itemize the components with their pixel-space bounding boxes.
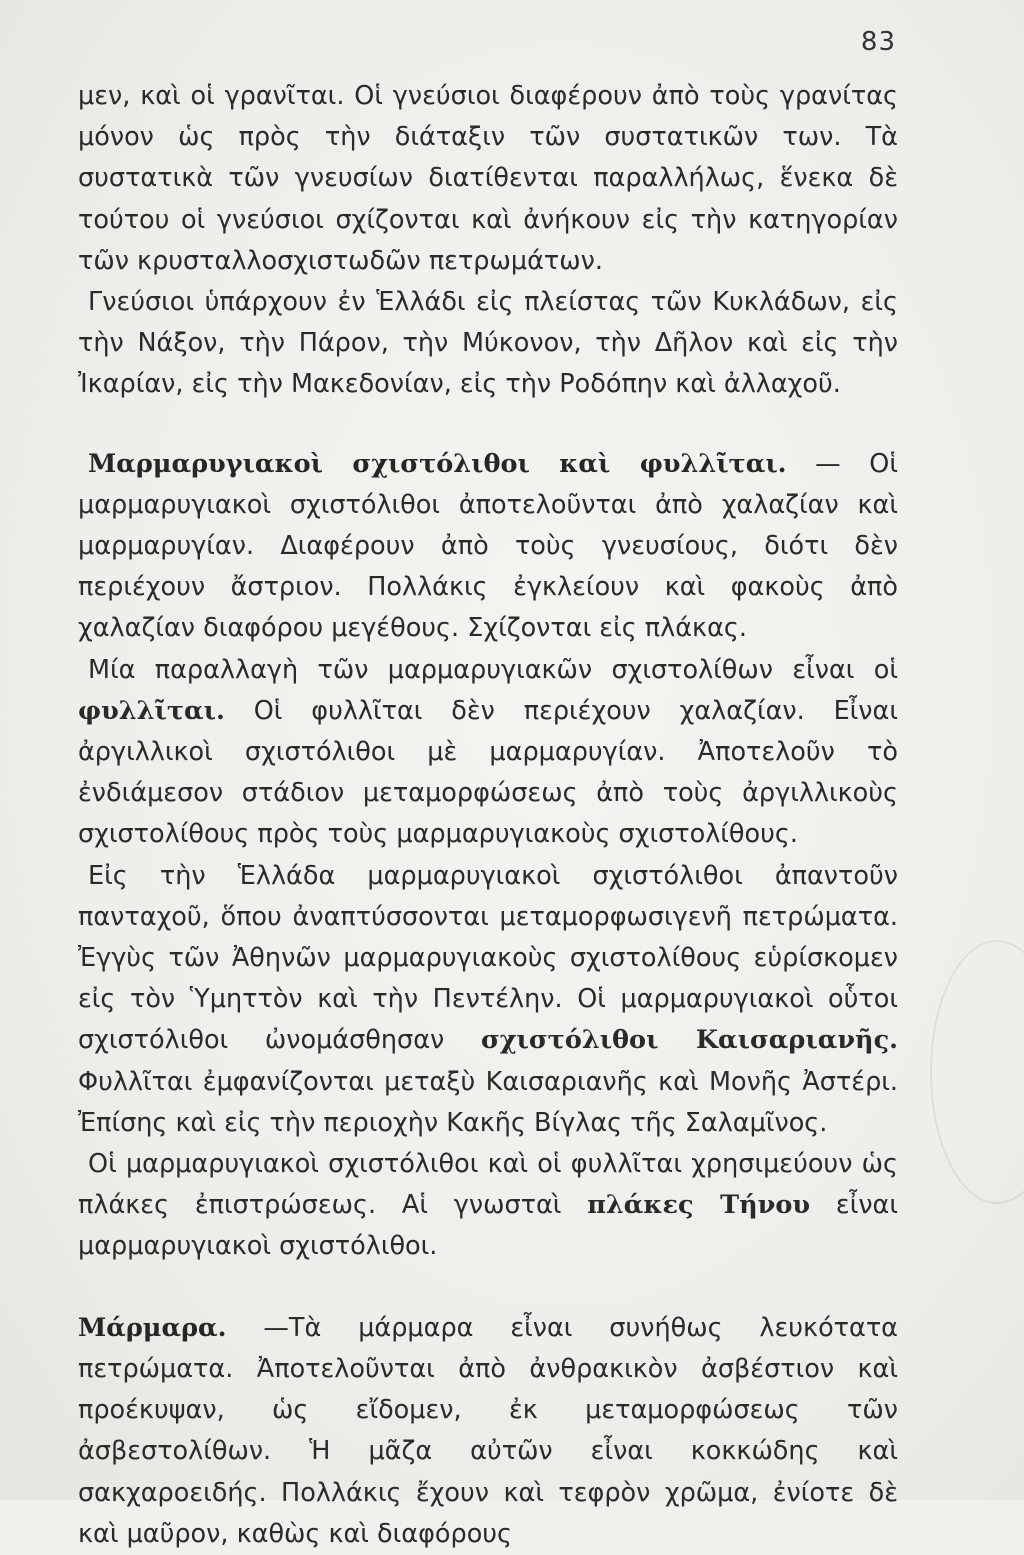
paragraph-text: —Τὰ μάρμαρα εἶναι συνήθως λευκότατα πετρώματα. Ἀποτελοῦνται ἀπὸ ἀνθρακικὸν ἀσβέστιον καὶ προέκυψαν, ὡς εἴδομεν, ἐκ μεταμορφώσεως τῶν ἀσβεστολίθων. Ἡ μᾶζα αὐτῶν εἶναι κοκκώδης καὶ σακχαροειδής. Πολλάκις ἔχουν καὶ τεφρὸν χρῶμα, ἐνίοτε δὲ καὶ μαῦρον, καθὼς καὶ διαφόρους (78, 1312, 898, 1549)
faded-stamp-mark (930, 940, 1024, 1204)
section-heading-mica-schists: Μαρμαρυγιακοὶ σχιστόλιθοι καὶ φυλλῖται. (88, 448, 787, 479)
paragraph-greece-occurrence (78, 856, 898, 1144)
bold-term-tinos-slabs: πλάκες Τήνου (587, 1190, 811, 1221)
paragraph-text: Οἱ φυλλῖται δὲν περιέχουν χαλαζίαν. Εἶναι ἀργιλλικοὶ σχιστόλιθοι μὲ μαρμαρυγίαν. Ἀποτελοῦν τὸ ἐνδιάμεσον στάδιον μεταμορφώσεως ἀπὸ τοὺς ἀργιλλικοὺς σχιστολίθους πρὸς τοὺς μαρμαρυγιακοὺς σχιστολίθους. (78, 695, 898, 850)
paragraph-phyllites (78, 650, 898, 856)
page-number: 83 (860, 27, 896, 57)
paragraph-marbles (78, 1308, 898, 1555)
paragraph-text: Οἱ μαρμαρυγιακοὶ σχιστόλιθοι καὶ οἱ φυλλῖται χρησιμεύουν ὡς πλάκες ἐπιστρώσεως. Αἱ γνωσταὶ (78, 1149, 898, 1221)
paragraph-text: εἶναι μαρμαρυγιακοὶ σχιστόλιθοι. (78, 1190, 898, 1262)
paragraph-text: Εἰς τὴν Ἑλλάδα μαρμαρυγιακοὶ σχιστόλιθοι ἀπαντοῦν πανταχοῦ, ὅπου ἀναπτύσσονται μεταμορφωσιγενῆ πετρώματα. Ἐγγὺς τῶν Ἀθηνῶν μαρμαρυγιακοὺς σχιστολίθους εὑρίσκομεν εἰς τὸν Ὑμηττὸν καὶ τὴν Πεντέλην. Οἱ μαρμαρυγιακοὶ οὗτοι σχιστόλιθοι ὠνομάσθησαν (78, 860, 898, 1056)
paragraph-uses (78, 1144, 898, 1268)
section-heading-marbles: Μάρμαρα. (78, 1312, 227, 1343)
paragraph-gneiss-locations: Γνεύσιοι ὑπάρχουν ἐν Ἑλλάδι εἰς πλείστας τῶν Κυκλάδων, εἰς τὴν Νάξον, τὴν Πάρον, τὴν Μύκονον, τὴν Δῆλον καὶ εἰς τὴν Ἰκαρίαν, εἰς τὴν Μακεδονίαν, εἰς τὴν Ροδόπην καὶ ἀλλαχοῦ. (78, 287, 898, 400)
section-gap (78, 1268, 898, 1308)
paragraph-text: — Οἱ μαρμαρυγιακοὶ σχιστόλιθοι ἀποτελοῦνται ἀπὸ χαλαζίαν καὶ μαρμαρυγίαν. Διαφέρουν ἀπὸ τοὺς γνευσίους, διότι δὲν περιέχουν ἄστριον. Πολλάκις ἐγκλείουν καὶ φακοὺς ἀπὸ χαλαζίαν διαφόρου μεγέθους. Σχίζονται εἰς πλάκας. (78, 448, 898, 644)
section-gap (78, 406, 898, 444)
paragraph-text: Μία παραλλαγὴ τῶν μαρμαρυγιακῶν σχιστολίθων εἶναι οἱ (88, 654, 898, 685)
paragraph-text: Φυλλῖται ἐμφανίζονται μεταξὺ Καισαριανῆς καὶ Μονῆς Ἀστέρι. Ἐπίσης καὶ εἰς τὴν περιοχὴν Κακῆς Βίγλας τῆς Σαλαμῖνος. (78, 1066, 898, 1138)
bold-term-phyllites: φυλλῖται. (78, 695, 225, 726)
page-body (78, 76, 898, 1555)
paragraph-gneiss-intro: μεν, καὶ οἱ γρανῖται. Οἱ γνεύσιοι διαφέρουν ἀπὸ τοὺς γρανίτας μόνον ὡς πρὸς τὴν διάταξιν τῶν συστατικῶν των. Τὰ συστατικὰ τῶν γνευσίων διατίθενται παραλλήλως, ἕνεκα δὲ τούτου οἱ γνεύσιοι σχίζονται καὶ ἀνήκουν εἰς τὴν κατηγορίαν τῶν κρυσταλλοσχιστωδῶν πετρωμάτων. (78, 81, 898, 276)
paragraph-mica-schists (78, 444, 898, 650)
bold-term-kaisariani: σχιστόλιθοι Καισαριανῆς. (480, 1025, 898, 1056)
